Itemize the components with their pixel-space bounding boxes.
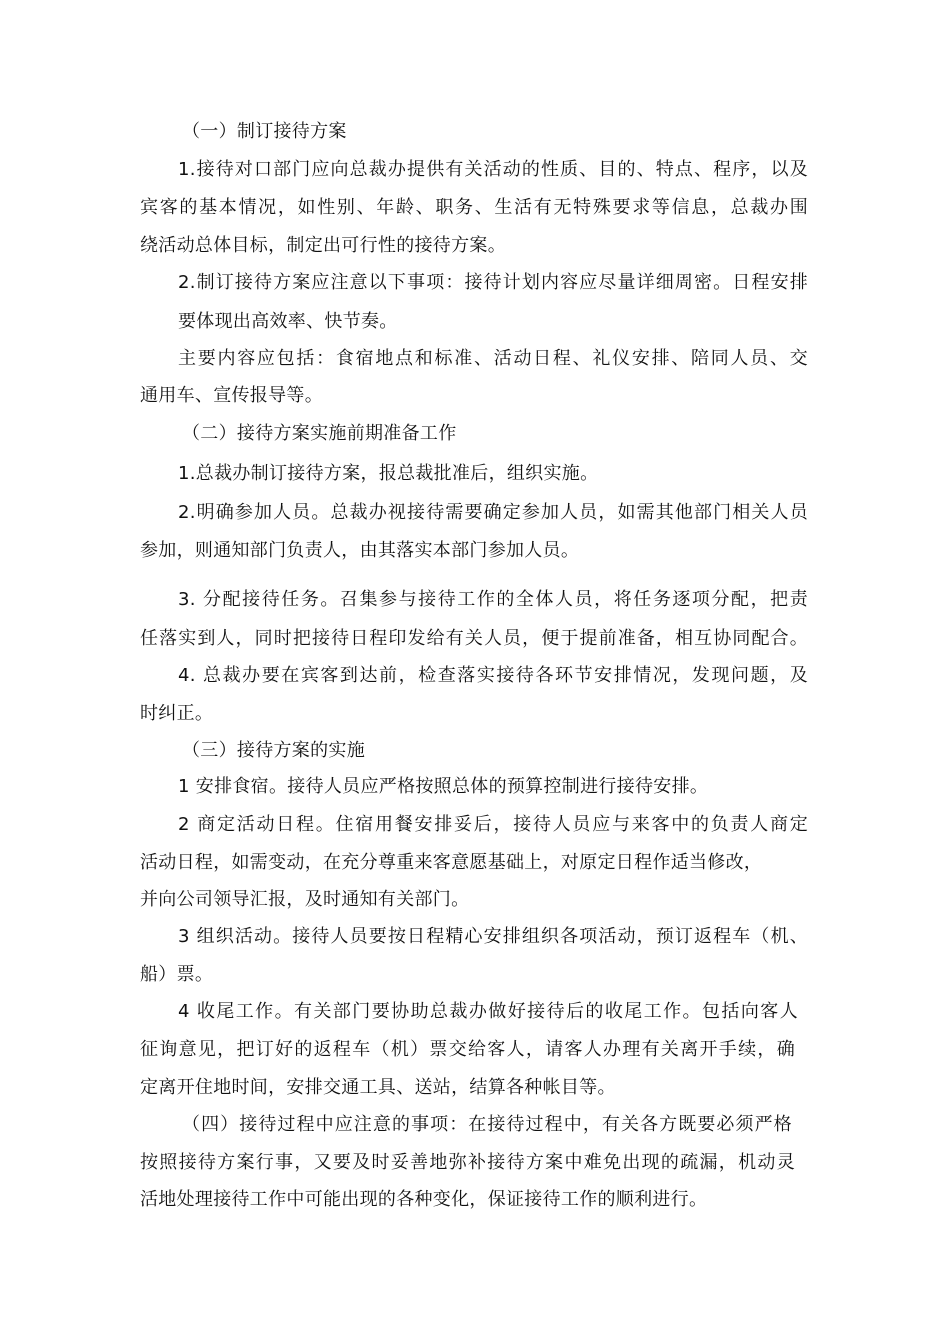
paragraph-line: 船）票。 — [140, 964, 214, 985]
paragraph-line: 定离开住地时间，安排交通工具、送站，结算各种帐目等。 — [140, 1077, 616, 1098]
paragraph-line: 并向公司领导汇报，及时通知有关部门。 — [140, 889, 470, 910]
paragraph-line: 任落实到人，同时把接待日程印发给有关人员，便于提前准备，相互协同配合。 — [140, 628, 808, 649]
section-2-title: （二）接待方案实施前期准备工作 — [182, 423, 457, 444]
paragraph-line: 1.接待对口部门应向总裁办提供有关活动的性质、目的、特点、程序，以及 — [178, 159, 808, 180]
paragraph-line: 主要内容应包括：食宿地点和标准、活动日程、礼仪安排、陪同人员、交 — [178, 348, 808, 369]
paragraph-line: 4 收尾工作。有关部门要协助总裁办做好接待后的收尾工作。包括向客人 — [178, 1001, 798, 1022]
paragraph-line: 活动日程，如需变动，在充分尊重来客意愿基础上，对原定日程作适当修改， — [140, 852, 763, 873]
paragraph-line: 1.总裁办制订接待方案，报总裁批准后，组织实施。 — [178, 463, 599, 484]
paragraph-line: 绕活动总体目标，制定出可行性的接待方案。 — [140, 235, 506, 256]
paragraph-line: 宾客的基本情况，如性别、年龄、职务、生活有无特殊要求等信息，总裁办围 — [140, 197, 808, 218]
paragraph-line: 2.明确参加人员。总裁办视接待需要确定参加人员，如需其他部门相关人员 — [178, 502, 808, 523]
paragraph-line: 3. 分配接待任务。召集参与接待工作的全体人员，将任务逐项分配，把责 — [178, 589, 808, 610]
paragraph-line: 3 组织活动。接待人员要按日程精心安排组织各项活动，预订返程车（机、 — [178, 926, 808, 947]
paragraph-line: 1 安排食宿。接待人员应严格按照总体的预算控制进行接待安排。 — [178, 776, 709, 797]
paragraph-line: 通用车、宣传报导等。 — [140, 385, 323, 406]
paragraph-line: 要体现出高效率、快节奏。 — [178, 311, 398, 332]
paragraph-line: 活地处理接待工作中可能出现的各种变化，保证接待工作的顺利进行。 — [140, 1189, 708, 1210]
section-1-title: （一）制订接待方案 — [182, 121, 347, 142]
paragraph-line: 征询意见，把订好的返程车（机）票交给客人，请客人办理有关离开手续，确 — [140, 1039, 795, 1060]
section-3-title: （三）接待方案的实施 — [182, 740, 365, 761]
paragraph-line: 时纠正。 — [140, 703, 214, 724]
paragraph-line: 参加，则通知部门负责人，由其落实本部门参加人员。 — [140, 540, 580, 561]
paragraph-line: 2.制订接待方案应注意以下事项：接待计划内容应尽量详细周密。日程安排 — [178, 272, 808, 293]
paragraph-line: 按照接待方案行事，又要及时妥善地弥补接待方案中难免出现的疏漏，机动灵 — [140, 1152, 795, 1173]
paragraph-line: 4. 总裁办要在宾客到达前，检查落实接待各环节安排情况，发现问题，及 — [178, 665, 808, 686]
paragraph-line: 2 商定活动日程。住宿用餐安排妥后，接待人员应与来客中的负责人商定 — [178, 814, 808, 835]
section-4-paragraph-line: （四）接待过程中应注意的事项：在接待过程中，有关各方既要必须严格 — [182, 1114, 792, 1135]
